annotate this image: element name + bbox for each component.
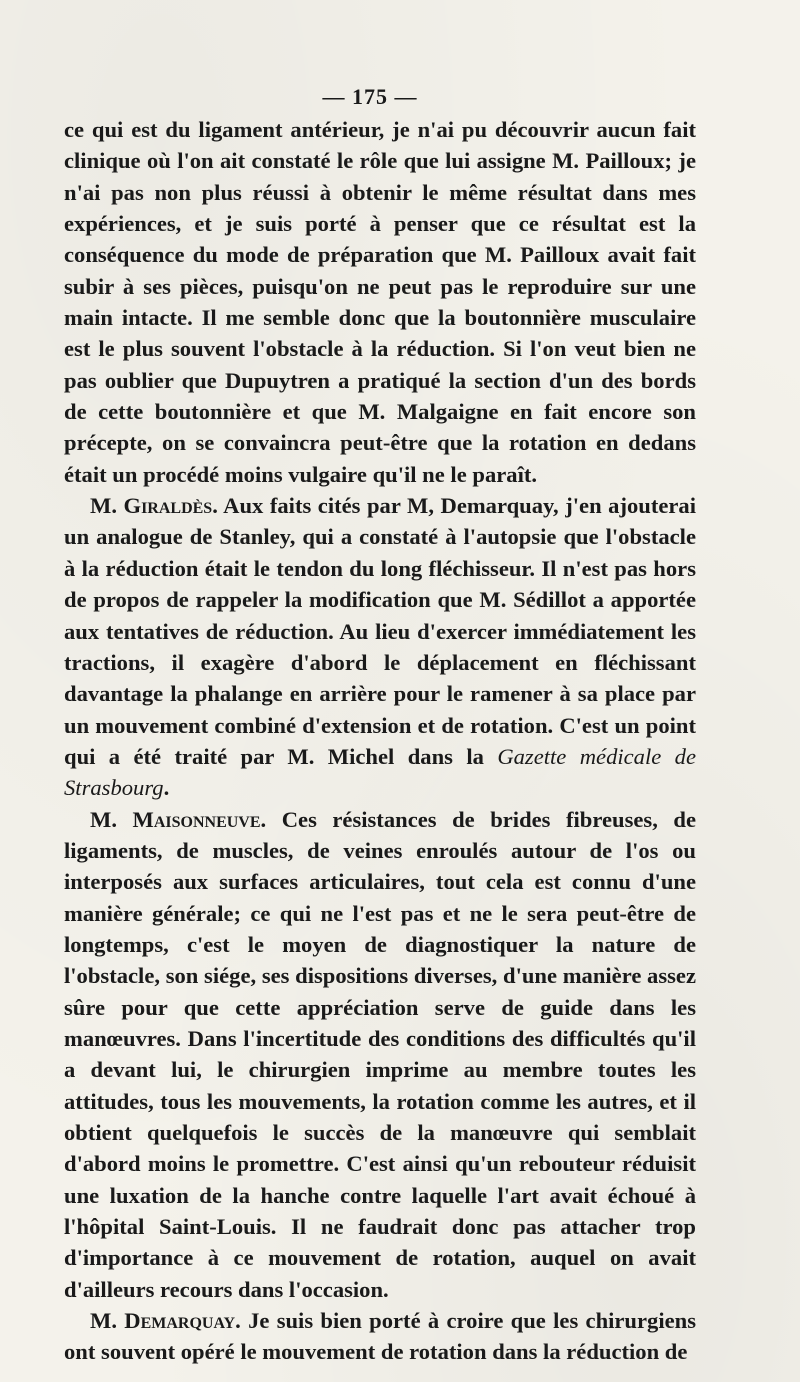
paragraph-text: ce qui est du ligament antérieur, je n'ai pu découvrir aucun fait clinique où l'on ait constaté le rôle que lui assigne M. Pailloux; je n'ai pas non plus réussi à obtenir le même résultat dans mes expériences, et je suis porté à penser que ce résultat est la conséquence du mode de préparation que M. Pailloux avait fait subir à ses pièces, puisqu'on ne peut pas le reproduire sur une main intacte. Il me semble donc que la boutonnière musculaire est le plus souvent l'obstacle à la réduction. Si l'on veut bien ne pas oublier que Dupuytren a pratiqué la section d'un des bords de cette boutonnière et que M. Malgaigne en fait encore son précepte, on se convaincra peut-être que la rotation en dedans était un procédé moins vulgaire qu'il ne le paraît. bbox=[64, 117, 696, 487]
page-number: — 175 — bbox=[322, 84, 418, 109]
paragraph-maisonneuve bbox=[64, 804, 696, 1306]
speaker-name: M. Giraldès. bbox=[90, 493, 218, 519]
journal-title: Gazette médicale de Strasbourg bbox=[64, 743, 696, 801]
paragraph-end: . bbox=[163, 775, 170, 801]
body-text bbox=[64, 114, 696, 1368]
paragraph-continuation bbox=[64, 114, 696, 490]
speaker-name: M. Demarquay. bbox=[90, 1308, 241, 1334]
paragraph-giraldes bbox=[64, 490, 696, 803]
speaker-name: M. Maisonneuve. bbox=[90, 806, 267, 832]
paragraph-demarquay bbox=[64, 1305, 696, 1368]
paragraph-text: Je suis bien porté à croire que les chirurgiens ont souvent opéré le mouvement de rotation dans la réduction de bbox=[64, 1308, 696, 1365]
paragraph-text: Ces résistances de brides fibreuses, de ligaments, de muscles, de veines enroulés autour de l'os ou interposés aux surfaces articulaires, tout cela est connu d'une manière générale; ce qui ne l'est pas et ne le sera peut-être de longtemps, c'est le moyen de diagnostiquer la nature de l'obstacle, son siége, ses dispositions diverses, d'une manière assez sûre pour que cette appréciation serve de guide dans les manœuvres. Dans l'incertitude des conditions des difficultés qu'il a devant lui, le chirurgien imprime au membre toutes les attitudes, tous les mouvements, la rotation comme les autres, et il obtient quelquefois le succès de la manœuvre qui semblait d'abord moins le promettre. C'est ainsi qu'un rebouteur réduisit une luxation de la hanche contre laquelle l'art avait échoué à l'hôpital Saint-Louis. Il ne faudrait donc pas attacher trop d'importance à ce mouvement de rotation, auquel on avait d'ailleurs recours dans l'occasion. bbox=[64, 806, 696, 1302]
paragraph-text: Aux faits cités par M, Demarquay, j'en ajouterai un analogue de Stanley, qui a constaté à l'autopsie que l'obstacle à la réduction était le tendon du long fléchisseur. Il n'est pas hors de propos de rappeler la modification que M. Sédillot a apportée aux tentatives de réduction. Au lieu d'exercer immédiatement les tractions, il exagère d'abord le déplacement en fléchissant davantage la phalange en arrière pour le ramener à sa place par un mouvement combiné d'extension et de rotation. C'est un point qui a été traité par M. Michel dans la bbox=[64, 493, 696, 769]
